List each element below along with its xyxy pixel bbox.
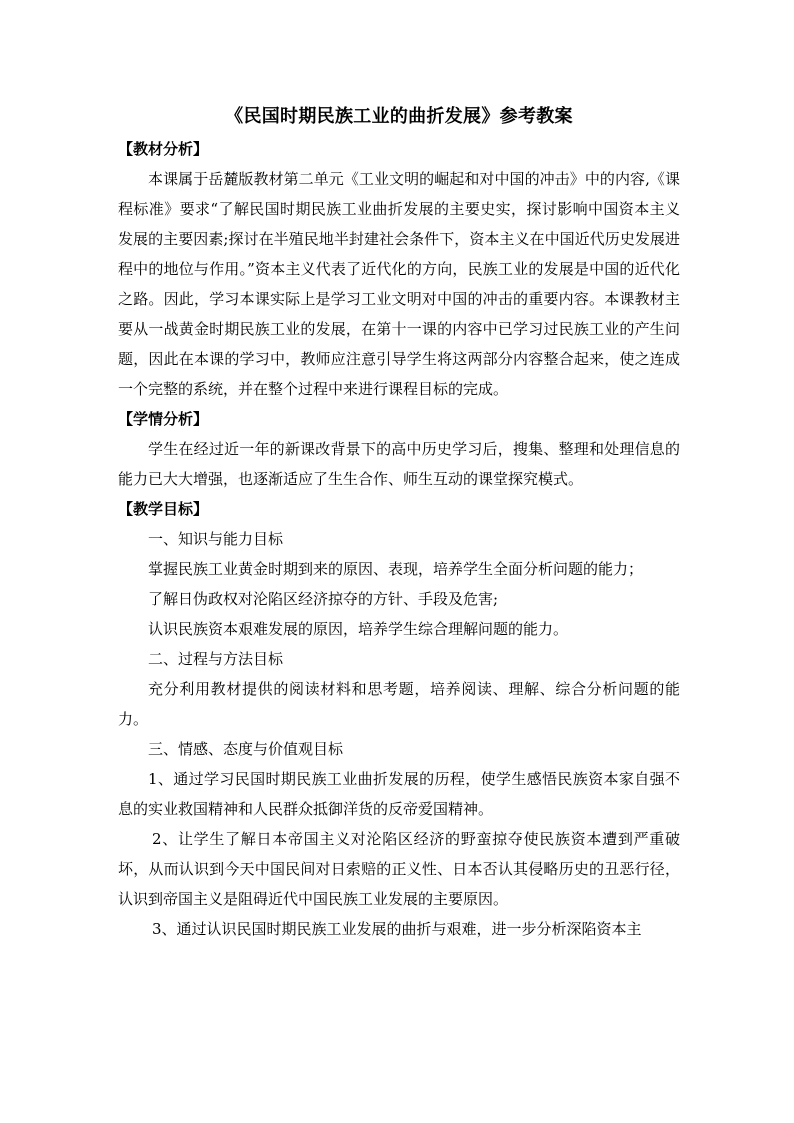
emotion-goal-item: 3、通过认识民国时期民族工业发展的曲折与艰难，进一步分析深陷资本主 bbox=[152, 920, 642, 938]
subheading-emotion-goals: 三、情感、态度与价值观目标 bbox=[148, 740, 344, 758]
heading-student-analysis: 【学情分析】 bbox=[118, 410, 209, 428]
heading-material-analysis: 【教材分析】 bbox=[118, 140, 209, 158]
document-title: 《民国时期民族工业的曲折发展》参考教案 bbox=[225, 106, 573, 127]
paragraph-process-goals: 充分利用教材提供的阅读材料和思考题，培养阅读、理解、综合分析问题的能力。 bbox=[118, 680, 680, 728]
emotion-goal-item: 1、通过学习民国时期民族工业曲折发展的历程，使学生感悟民族资本家自强不息的实业救国精神和人民群众抵御洋货的反帝爱国精神。 bbox=[118, 770, 680, 818]
knowledge-goal-item: 掌握民族工业黄金时期到来的原因、表现，培养学生全面分析问题的能力； bbox=[148, 560, 644, 578]
document-body bbox=[118, 104, 680, 944]
subheading-knowledge-goals: 一、知识与能力目标 bbox=[148, 530, 284, 548]
subheading-process-goals: 二、过程与方法目标 bbox=[148, 650, 284, 668]
emotion-goal-item: 2、让学生了解日本帝国主义对沦陷区经济的野蛮掠夺使民族资本遭到严重破坏，从而认识到今天中国民间对日索赔的正义性、日本否认其侵略历史的丑恶行径，认识到帝国主义是阻碍近代中国民族工业发展的主要原因。 bbox=[118, 830, 680, 908]
paragraph-material-analysis: 本课属于岳麓版教材第二单元《工业文明的崛起和对中国的冲击》中的内容,《课程标准》要求“了解民国时期民族工业曲折发展的主要史实，探讨影响中国资本主义发展的主要因素;探讨在半殖民地半封建社会条件下，资本主义在中国近代历史发展进程中的地位与作用。”资本主义代表了近代化的方向，民族工业的发展是中国的近代化之路。因此，学习本课实际上是学习工业文明对中国的冲击的重要内容。本课教材主要从一战黄金时期民族工业的发展，在第十一课的内容中已学习过民族工业的产生问题，因此在本课的学习中，教师应注意引导学生将这两部分内容整合起来，使之连成一个完整的系统，并在整个过程中来进行课程目标的完成。 bbox=[118, 170, 680, 398]
knowledge-goal-item: 了解日伪政权对沦陷区经济掠夺的方针、手段及危害; bbox=[148, 590, 499, 608]
heading-teaching-goals: 【教学目标】 bbox=[118, 500, 209, 518]
knowledge-goal-item: 认识民族资本艰难发展的原因，培养学生综合理解问题的能力。 bbox=[148, 620, 569, 638]
paragraph-student-analysis: 学生在经过近一年的新课改背景下的高中历史学习后，搜集、整理和处理信息的能力已大大增强，也逐渐适应了生生合作、师生互动的课堂探究模式。 bbox=[118, 440, 680, 488]
